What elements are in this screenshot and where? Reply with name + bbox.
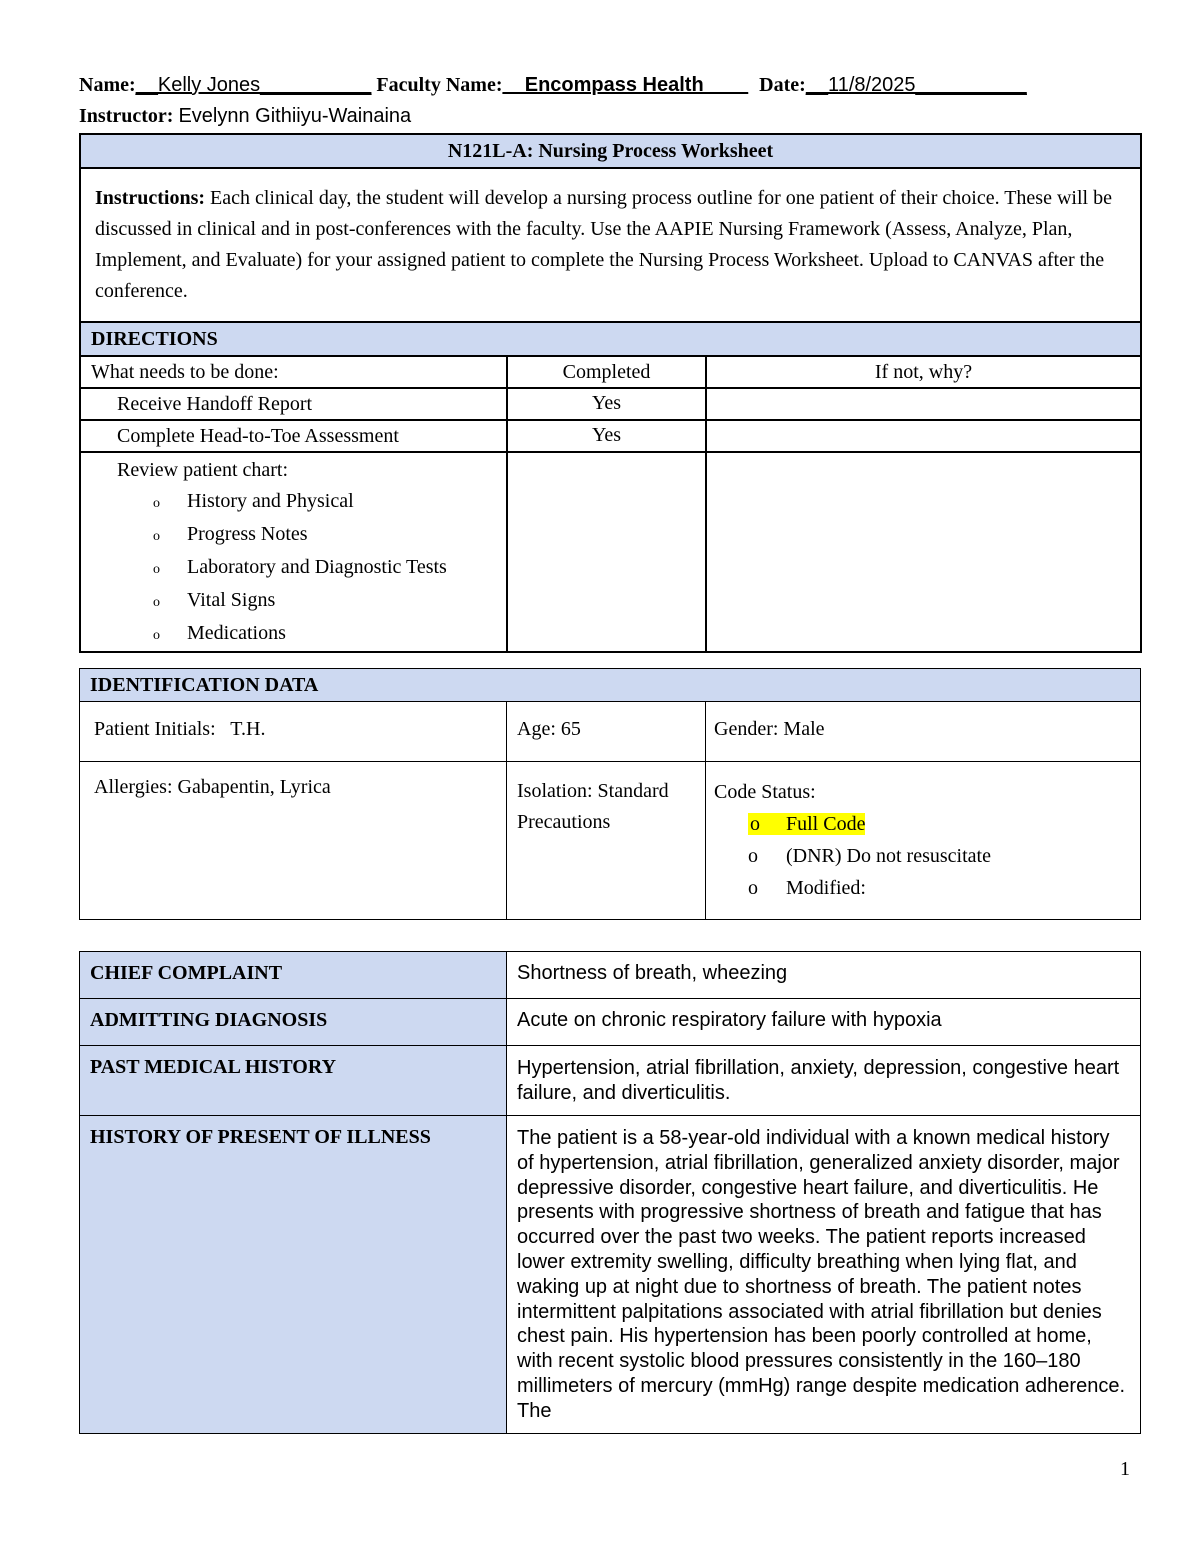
instructions-label: Instructions: (95, 187, 206, 209)
past-medical-history-label: PAST MEDICAL HISTORY (80, 1046, 507, 1116)
why-handoff (706, 388, 1141, 420)
review-completed-cell (507, 452, 706, 652)
code-status-label: Code Status: (714, 781, 816, 803)
why-head-to-toe (706, 420, 1141, 452)
admitting-diagnosis-label: ADMITTING DIAGNOSIS (80, 999, 507, 1046)
faculty-value: __Encompass Health____ (502, 74, 749, 96)
task-handoff: Receive Handoff Report (80, 388, 507, 420)
code-option-full: o Full Code (750, 813, 866, 835)
allergies-cell: Allergies: Gabapentin, Lyrica (80, 762, 507, 920)
code-option-dnr: o (DNR) Do not resuscitate (748, 845, 991, 867)
list-item: o History and Physical (153, 490, 354, 512)
identification-table (79, 668, 1141, 920)
directions-heading: DIRECTIONS (80, 322, 1141, 356)
worksheet-table (79, 133, 1142, 653)
completed-handoff: Yes (507, 388, 706, 420)
name-label: Name: (79, 74, 136, 96)
list-item: o Vital Signs (153, 589, 276, 611)
patient-initials-label: Patient Initials: (94, 718, 216, 740)
patient-initials-cell (80, 702, 507, 762)
list-item: o Laboratory and Diagnostic Tests (153, 556, 447, 578)
list-item: o Medications (153, 622, 286, 644)
identification-heading: IDENTIFICATION DATA (80, 669, 1141, 702)
code-status-cell (706, 762, 1141, 920)
isolation-cell: Isolation: Standard Precautions (507, 762, 706, 920)
chief-complaint-value: Shortness of breath, wheezing (507, 952, 1141, 999)
header-line-1 (79, 74, 1027, 97)
admitting-diagnosis-value: Acute on chronic respiratory failure with hypoxia (507, 999, 1141, 1046)
instructions-text: Each clinical day, the student will develop a nursing process outline for one patient of their choice. These will be discussed in clinical and in post-conferences with the faculty. Use the AAPIE Nursing Framework (Assess, Analyze, Plan, Implement, and Evaluate) for your assigned patient to complete the Nursing Process Worksheet. Upload to CANVAS after the conference. (95, 187, 1112, 302)
hpi-label: HISTORY OF PRESENT OF ILLNESS (80, 1116, 507, 1434)
code-option-modified: o Modified: (748, 877, 866, 899)
instructions-cell (80, 168, 1141, 322)
faculty-label: Faculty Name: (376, 74, 503, 96)
name-value: __Kelly Jones__________ (135, 74, 372, 96)
history-table (79, 951, 1141, 1434)
instructor-value: Evelynn Githiiyu-Wainaina (178, 105, 412, 127)
review-chart-label: Review patient chart: (117, 459, 289, 481)
col-header-completed: Completed (507, 356, 706, 388)
date-label: Date: (759, 74, 806, 96)
instructor-label: Instructor: (79, 105, 174, 127)
date-value: __11/8/2025__________ (805, 74, 1027, 96)
patient-initials-value: T.H. (230, 718, 266, 740)
gender-cell: Gender: Male (706, 702, 1141, 762)
review-why-cell (706, 452, 1141, 652)
table-row (80, 388, 1141, 420)
col-header-task: What needs to be done: (80, 356, 507, 388)
page-number: 1 (1120, 1458, 1130, 1480)
review-chart-cell (80, 452, 507, 652)
header-line-2 (79, 105, 411, 128)
chief-complaint-label: CHIEF COMPLAINT (80, 952, 507, 999)
hpi-value: The patient is a 58-year-old individual with a known medical history of hypertension, atrial fibrillation, generalized anxiety disorder, major depressive disorder, congestive heart failure, and diverticulitis. He presents with progressive shortness of breath and fatigue that has occurred over the past two weeks. The patient reports increased lower extremity swelling, difficulty breathing when lying flat, and waking up at night due to shortness of breath. The patient notes intermittent palpitations associated with atrial fibrillation but denies chest pain. His hypertension has been poorly controlled at home, with recent systolic blood pressures consistently in the 160–180 millimeters of mercury (mmHg) range despite medication adherence. The (507, 1116, 1141, 1434)
list-item: o Progress Notes (153, 523, 308, 545)
past-medical-history-value: Hypertension, atrial fibrillation, anxiety, depression, congestive heart failure, and diverticulitis. (507, 1046, 1141, 1116)
worksheet-title: N121L-A: Nursing Process Worksheet (80, 134, 1141, 168)
review-item-list (117, 486, 506, 651)
table-row (80, 420, 1141, 452)
task-head-to-toe: Complete Head-to-Toe Assessment (80, 420, 507, 452)
age-cell: Age: 65 (507, 702, 706, 762)
col-header-why: If not, why? (706, 356, 1141, 388)
completed-head-to-toe: Yes (507, 420, 706, 452)
